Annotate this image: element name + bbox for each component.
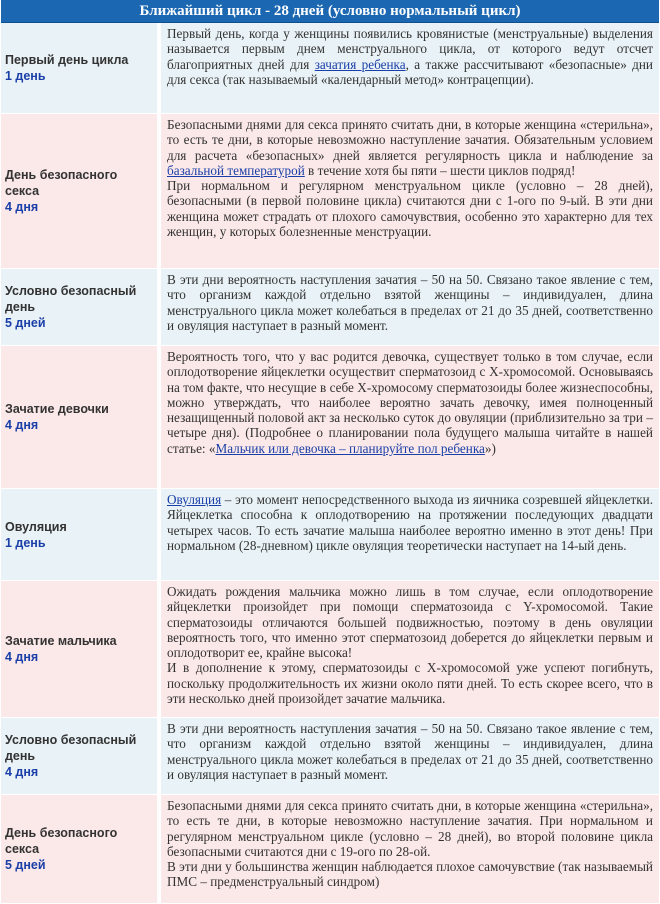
row-label-cell: [1, 581, 161, 717]
row-days: 5 дней: [5, 858, 46, 872]
table-row: [1, 269, 659, 346]
row-label: Условно безопасный день: [5, 733, 137, 763]
row-label: Условно безопасный день: [5, 284, 137, 314]
text-segment: – это момент непосредственного выхода из яичника созревшей яйцеклетки. Яйцеклетка способна к оплодотворению на протяжении последующих двадцати четырех часов. То есть зачатие малыша наиболее вероятно именно в этот день! При нормальном (28-дневном) цикле овуляция теоретически наступает на 14-ый день.: [167, 492, 653, 553]
text-segment: , а также рассчитывают «безопасные» дни для секса (так называемый «календарный метод» контрацепции).: [167, 56, 653, 87]
row-label: Первый день цикла: [5, 53, 129, 67]
table-row: [1, 114, 659, 269]
text-segment: в течение хотя бы пяти – шести циклов подряд!: [304, 162, 576, 178]
row-label: День безопасного секса: [5, 168, 118, 198]
text-segment: »): [484, 440, 496, 456]
text-segment: Вероятность того, что у вас родится девочка, существует только в том случае, если оплодотворение яйцеклетки осуществит сперматозоид с X-хромосомой. Основываясь на том факте, что несущие в себе X-хромосому сперматозоиды более жизнеспособны, можно утверждать, что наиболее вероятно зачать девочку, имея полноценный незащищенный половой акт за несколько суток до овуляции (приблизительно за три – четыре дня). (Подробнее о планировании пола будущего малыша читайте в нашей статье: «: [167, 349, 653, 456]
row-days: 4 дня: [5, 200, 39, 214]
table-row: [1, 23, 659, 114]
gender-planning-link[interactable]: Мальчик или девочка – планируйте пол ребенка: [215, 440, 485, 456]
cycle-table: [1, 0, 659, 904]
table-row: [1, 581, 659, 718]
row-text: [161, 269, 659, 345]
row-text: [161, 346, 659, 488]
table-row: [1, 718, 659, 795]
row-text: [161, 114, 659, 268]
conception-link[interactable]: зачатия ребенка: [314, 56, 406, 72]
text-paragraph: В эти дни вероятность наступления зачатия – 50 на 50. Связано такое явление с тем, что организм каждой отдельно взятой женщины – индивидуален, длина менструального цикла может колебаться в пределах от 21 до 35 дней, соответственно и овуляция наступает в разный момент.: [167, 272, 653, 333]
row-text: [161, 23, 659, 113]
table-row: [1, 489, 659, 581]
row-days: 4 дня: [5, 765, 39, 779]
text-paragraph: И в дополнение к этому, сперматозоиды с X-хромосомой уже успеют погибнуть, поскольку продолжительность их жизни около пяти дней. То есть скорее всего, что в эти несколько дней произойдет зачатие мальчика.: [167, 660, 653, 707]
row-label-cell: [1, 346, 161, 488]
row-label: День безопасного секса: [5, 826, 118, 856]
row-label-cell: [1, 489, 161, 580]
row-label-cell: [1, 23, 161, 113]
row-text: [161, 489, 659, 580]
row-label: Зачатие мальчика: [5, 634, 117, 648]
row-days: 4 дня: [5, 650, 39, 664]
row-label: Овуляция: [5, 519, 67, 534]
text-segment: Безопасными днями для секса принято считать дни, в которые женщина «стерильна», то есть те дни, в которые невозможно наступление зачатия. Обязательным условием для расчета «безопасных» дней является регулярность цикла и наблюдение за: [167, 117, 653, 163]
row-days: 4 дня: [5, 418, 39, 432]
row-label-cell: [1, 795, 161, 903]
row-label-cell: [1, 269, 161, 345]
text-paragraph: В эти дни у большинства женщин наблюдается плохое самочувствие (так называемый ПМС – предменструальный синдром): [167, 859, 653, 890]
text-paragraph: В эти дни вероятность наступления зачатия – 50 на 50. Связано такое явление с тем, что организм каждой отдельно взятой женщины – индивидуален, длина менструального цикла может колебаться в пределах от 21 до 35 дней, соответственно и овуляция наступает в разный момент.: [167, 721, 653, 782]
row-text: [161, 795, 659, 903]
table-row: [1, 346, 659, 489]
row-days: 1 день: [5, 69, 46, 83]
row-text: [161, 581, 659, 717]
text-paragraph: Безопасными днями для секса принято считать дни, в которые женщина «стерильна», то есть те дни, в которые невозможно наступление зачатия. При нормальном и регулярном менструальном цикле (условно – 28 дней), во второй половине цикла безопасными считаются дни с 19-ого по 28-ой.: [167, 798, 653, 859]
row-text: [161, 718, 659, 794]
ovulation-link[interactable]: Овуляция: [167, 492, 222, 507]
row-label-cell: [1, 114, 161, 268]
row-days: 5 дней: [5, 316, 46, 330]
table-title: Ближайший цикл - 28 дней (условно нормальный цикл): [1, 0, 659, 23]
row-label: Зачатие девочки: [5, 402, 109, 416]
text-paragraph: Ожидать рождения мальчика можно лишь в том случае, если оплодотворение яйцеклетки произойдет при помощи сперматозоида с Y-хромосомой. Такие сперматозоиды отличаются большей подвижностью, поэтому в день овуляции вероятность того, что именно этот сперматозоид доберется до яйцеклетки первым и оплодотворит ее, крайне высока!: [167, 584, 653, 661]
row-days: 1 день: [5, 535, 46, 550]
text-paragraph: При нормальном и регулярном менструальном цикле (условно – 28 дней), безопасными (в первой половине цикла) считаются дни с 1-ого по 9-ый. В эти дни женщина может страдать от плохого самочувствия, особенно это характерно для тех женщин, у которых болезненные менструации.: [167, 178, 653, 240]
row-label-cell: [1, 718, 161, 794]
text-segment: Первый день, когда у женщины появились кровянистые (менструальные) выделения называется первым днем менструального цикла, от которого ведут отсчет благоприятных дней для: [167, 26, 653, 72]
basal-temperature-link[interactable]: базальной температурой: [167, 162, 305, 178]
table-row: [1, 795, 659, 904]
